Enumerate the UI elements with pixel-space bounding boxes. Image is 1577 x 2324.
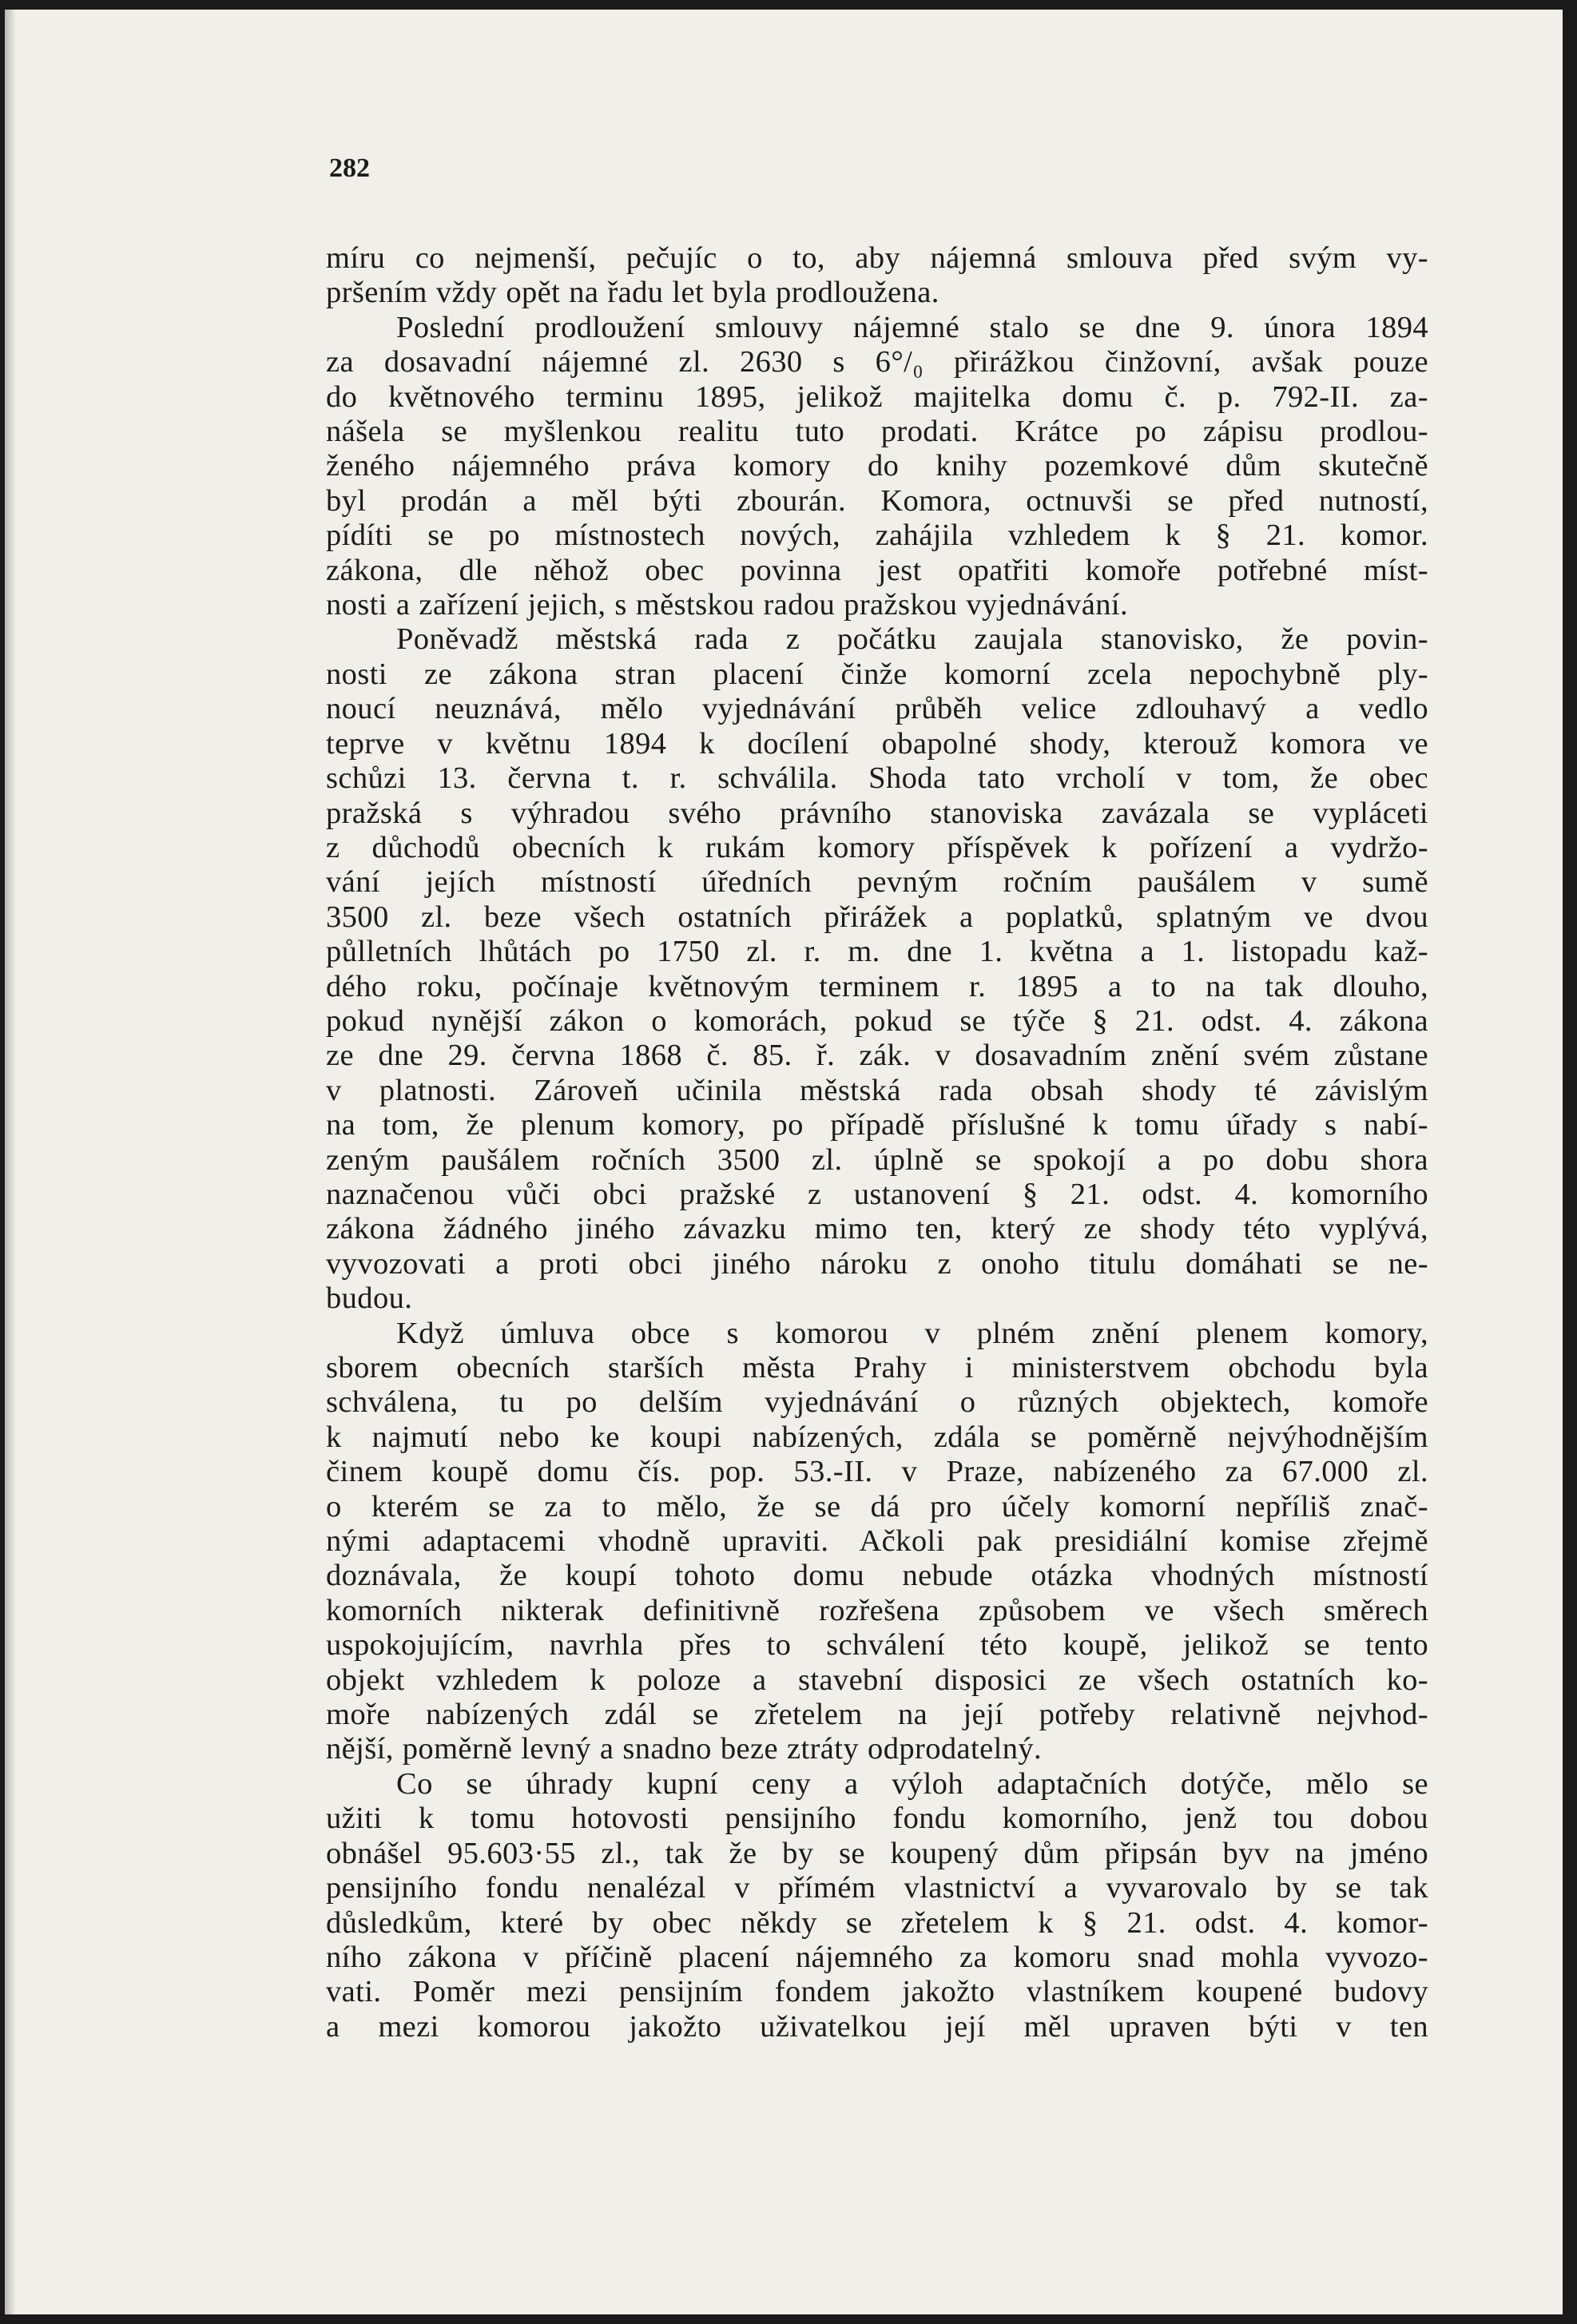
text-line: zákona žádného jiného závazku mimo ten, který ze shody této vyplývá, (326, 1212, 1428, 1246)
text-line: Poslední prodloužení smlouvy nájemné stalo se dne 9. února 1894 (396, 310, 1428, 344)
text-line: pokud nynější zákon o komorách, pokud se týče § 21. odst. 4. zákona (326, 1003, 1428, 1038)
text-line: 3500 zl. beze všech ostatních přirážek a poplatků, splatným ve dvou (326, 900, 1428, 934)
text-line: a mezi komorou jakožto uživatelkou její měl upraven býti v ten (326, 2009, 1428, 2044)
text-line: nosti a zařízení jejich, s městskou radou pražskou vyjednávání. (326, 588, 1128, 622)
text-line: o kterém se za to mělo, že se dá pro účely komorní nepříliš znač- (326, 1489, 1428, 1524)
text-line: objekt vzhledem k poloze a stavební disposici ze všech ostatních ko- (326, 1663, 1428, 1697)
page-edge-shadow (5, 10, 16, 2314)
text-line: míru co nejmenší, pečujíc o to, aby nájemná smlouva před svým vy- (326, 241, 1428, 275)
text-line: vání jejích místností úředních pevným ročním paušálem v sumě (326, 865, 1428, 900)
text-line: schůzi 13. června t. r. schválila. Shoda tato vrcholí v tom, že obec (326, 761, 1428, 796)
text-line: půlletních lhůtách po 1750 zl. r. m. dne 1. května a 1. listopadu kaž- (326, 935, 1428, 969)
text-line: dého roku, počínaje květnovým terminem r. 1895 a to na tak dlouho, (326, 969, 1428, 1003)
text-line: budou. (326, 1281, 413, 1316)
text-line: nosti ze zákona stran placení činže komorní zcela nepochybně ply- (326, 657, 1428, 691)
text-line: do květnového terminu 1895, jelikož majitelka domu č. p. 792-II. za- (326, 379, 1428, 414)
text-line: na tom, že plenum komory, po případě příslušné k tomu úřady s nabí- (326, 1108, 1428, 1142)
page-number: 282 (329, 153, 370, 183)
text-line: důsledkům, které by obec někdy se zřetelem k § 21. odst. 4. komor- (326, 1905, 1428, 1940)
text-line: nášela se myšlenkou realitu tuto prodati. Krátce po zápisu prodlou- (326, 415, 1428, 449)
book-page (5, 10, 1563, 2314)
text-line: Poněvadž městská rada z počátku zaujala stanovisko, že povin- (396, 622, 1428, 657)
text-line: v platnosti. Zároveň učinila městská rada obsah shody té závislým (326, 1073, 1428, 1107)
text-line: užiti k tomu hotovosti pensijního fondu komorního, jenž tou dobou (326, 1802, 1428, 1836)
text-line: z důchodů obecních k rukám komory příspěvek k pořízení a vydržo- (326, 830, 1428, 864)
text-line: pensijního fondu nenalézal v přímém vlastnictví a vyvarovalo by se tak (326, 1871, 1428, 1905)
text-line: nější, poměrně levný a snadno beze ztráty odprodatelný. (326, 1732, 1043, 1766)
text-line: byl prodán a měl býti zbourán. Komora, octnuvši se před nutností, (326, 483, 1428, 518)
text-line: nými adaptacemi vhodně upraviti. Ačkoli pak presidiální komise zřejmě (326, 1524, 1428, 1559)
text-line: Když úmluva obce s komorou v plném znění plenem komory, (396, 1316, 1428, 1350)
text-line: pršením vždy opět na řadu let byla prodloužena. (326, 276, 939, 310)
text-line: sborem obecních starších města Prahy i ministerstvem obchodu byla (326, 1351, 1428, 1384)
text-line: činem koupě domu čís. pop. 53.-II. v Praze, nabízeného za 67.000 zl. (326, 1455, 1428, 1489)
text-line: komorních nikterak definitivně rozřešena způsobem ve všech směrech (326, 1593, 1428, 1627)
text-line: noucí neuznává, mělo vyjednávání průběh velice zdlouhavý a vedlo (326, 692, 1428, 726)
text-line: obnášel 95.603·55 zl., tak že by se koupený dům připsán byv na jméno (326, 1836, 1428, 1870)
text-line: naznačenou vůči obci pražské z ustanovení § 21. odst. 4. komorního (326, 1177, 1428, 1211)
text-line: vyvozovati a proti obci jiného nároku z onoho titulu domáhati se ne- (326, 1246, 1428, 1281)
text-line: ženého nájemného práva komory do knihy pozemkové dům skutečně (326, 449, 1428, 483)
text-line: pražská s výhradou svého právního stanoviska zavázala se vypláceti (326, 796, 1428, 830)
text-line: k najmutí nebo ke koupi nabízených, zdála se poměrně nejvýhodnějším (326, 1420, 1428, 1454)
text-line: moře nabízených zdál se zřetelem na její potřeby relativně nejvhod- (326, 1698, 1428, 1732)
body-text (326, 241, 1428, 2044)
text-line: uspokojujícím, navrhla přes to schválení této koupě, jelikož se tento (326, 1628, 1428, 1663)
text-line: schválena, tu po delším vyjednávání o různých objektech, komoře (326, 1385, 1428, 1420)
text-line: teprve v květnu 1894 k docílení obapolné shody, kterouž komora ve (326, 726, 1428, 761)
text-line: zeným paušálem ročních 3500 zl. úplně se spokojí a po dobu shora (326, 1142, 1428, 1177)
text-line: ního zákona v příčině placení nájemného za komoru snad mohla vyvozo- (326, 1940, 1428, 1974)
text-line: vati. Poměr mezi pensijním fondem jakožto vlastníkem koupené budovy (326, 1975, 1428, 2009)
text-line: zákona, dle něhož obec povinna jest opatřiti komoře potřebné míst- (326, 553, 1428, 587)
text-line: doznávala, že koupí tohoto domu nebude otázka vhodných místností (326, 1559, 1428, 1593)
text-line: Co se úhrady kupní ceny a výloh adaptačních dotýče, mělo se (396, 1766, 1428, 1801)
text-line: pídíti se po místnostech nových, zahájila vzhledem k § 21. komor. (326, 518, 1428, 553)
text-line: ze dne 29. června 1868 č. 85. ř. zák. v dosavadním znění svém zůstane (326, 1039, 1428, 1073)
text-line: za dosavadní nájemné zl. 2630 s 6°/₀ přirážkou činžovní, avšak pouze (326, 345, 1428, 379)
